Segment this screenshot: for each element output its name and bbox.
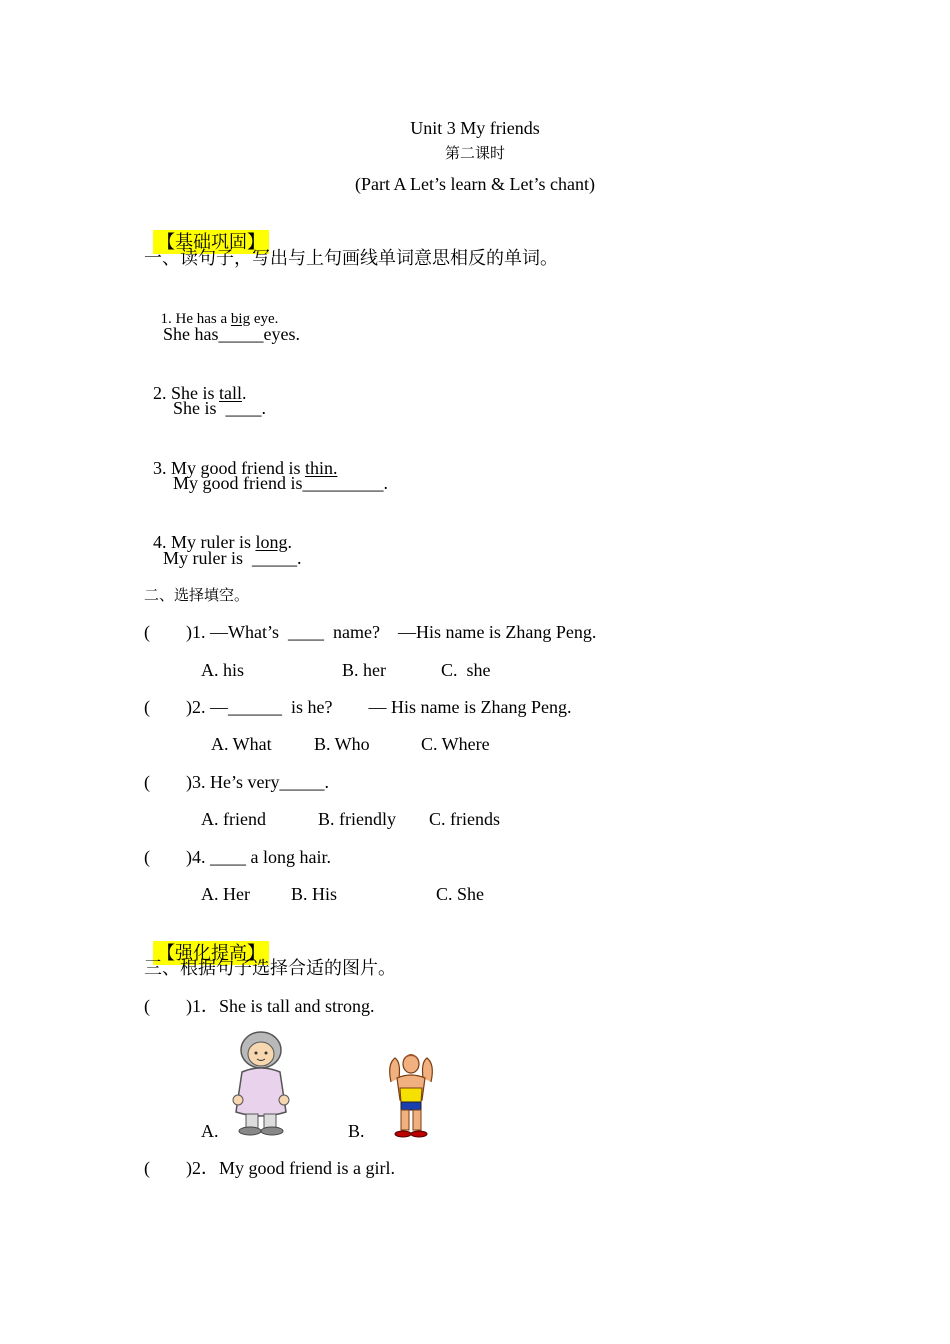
q2-item-2-option-b: B. Who [314,734,370,754]
q2-item-4-option-b: B. His [291,884,338,904]
q1-item-4: 4. My ruler is long. [153,532,293,552]
grandma-picture [228,1030,294,1136]
q2-item-1-option-a: A. his [201,660,245,680]
q3-item-2: ( )2．My good friend is a girl. [144,1158,395,1178]
strongman-picture [385,1052,437,1138]
q1-item-1: 1. He has a big eye. [160,311,279,327]
q2-heading: 二、选择填空。 [144,588,250,604]
q1-item-3-answer: My good friend is_________. [173,473,388,493]
q3-item-1: ( )1．She is tall and strong. [144,996,375,1016]
q2-item-3-option-b: B. friendly [318,809,396,829]
q3-item-1-option-a: A. [201,1121,219,1141]
q2-item-3-option-c: C. friends [429,809,500,829]
q1-item-4-answer: My ruler is _____. [163,548,302,568]
q2-item-2-option-c: C. Where [421,734,490,754]
q1-item-3: 3. My good friend is thin. [153,458,338,478]
q1-item-2: 2. She is tall. [153,383,247,403]
q2-item-3: ( )3. He’s very_____. [144,772,329,792]
q1-item-2-answer: She is ____. [173,398,267,418]
q1-heading: 一、读句子，写出与上句画线单词意思相反的单词。 [144,248,558,268]
q2-item-1-option-b: B. her [342,660,386,680]
section-tag-advanced: 【强化提高】 [144,920,269,964]
part-subtitle: (Part A Let’s learn & Let’s chant) [355,174,595,194]
q2-item-4-option-c: C. She [436,884,485,904]
q2-item-3-option-a: A. friend [201,809,266,829]
q3-heading: 三、根据句子选择合适的图片。 [144,958,396,978]
section-tag-basic: 【基础巩固】 [144,209,269,253]
q2-item-1-option-c: C. she [441,660,491,680]
q1-item-1-answer: She has_____eyes. [163,324,300,344]
q2-item-2-option-a: A. What [211,734,272,754]
q2-item-4-option-a: A. Her [201,884,250,904]
q3-item-1-option-b: B. [348,1121,365,1141]
page-title: Unit 3 My friends [410,118,540,138]
q2-item-2: ( )2. —______ is he? — His name is Zhang Peng. [144,697,572,717]
lesson-label: 第二课时 [444,146,505,162]
q2-item-4: ( )4. ____ a long hair. [144,847,331,867]
q2-item-1: ( )1. —What’s ____ name? —His name is Zhang Peng. [144,622,597,642]
